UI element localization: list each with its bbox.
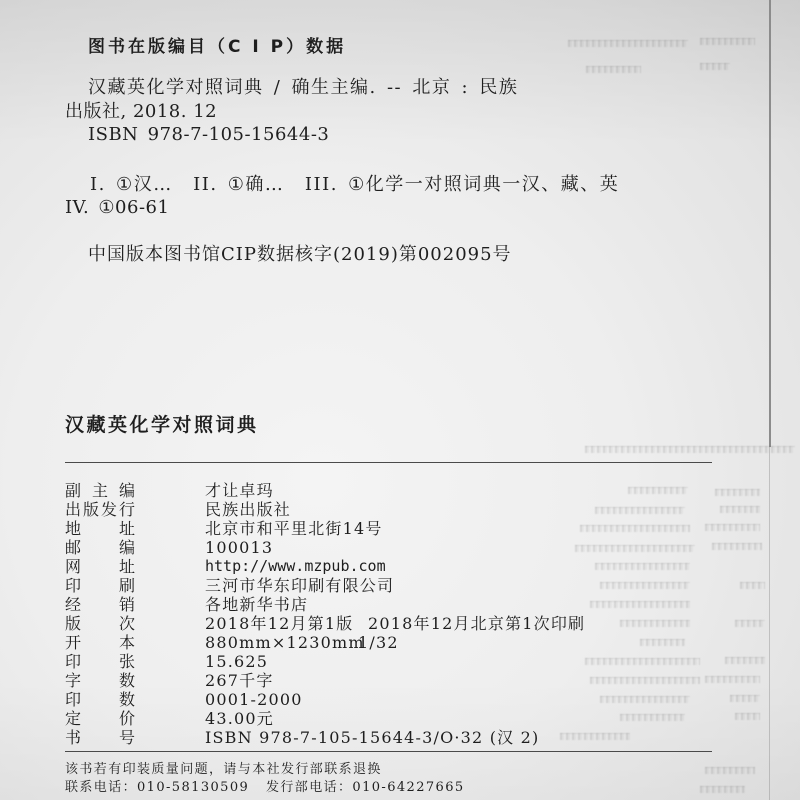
address-value: 北京市和平里北街14号: [205, 519, 383, 538]
distributor-label: 经 销: [65, 595, 135, 614]
cip-record-line-1: 汉藏英化学对照词典 / 确生主编. -- 北京 : 民族: [88, 77, 519, 98]
contact-phone: 联系电话：010-58130509: [65, 780, 250, 795]
detail-row-book-number: [0, 728, 800, 747]
cip-isbn: ISBN 978-7-105-15644-3: [88, 124, 330, 145]
cip-subject-line-1: I. ①汉… II. ①确… III. ①化学一对照词典一汉、藏、英: [90, 174, 620, 195]
word-count-label: 字 数: [65, 671, 135, 690]
format-label: 开 本: [65, 633, 135, 652]
bleed-mark: [700, 38, 755, 45]
printing-value: 2018年12月北京第1次印刷: [368, 614, 586, 633]
printer-value: 三河市华东印刷有限公司: [205, 576, 395, 595]
price-label: 定 价: [65, 709, 135, 728]
edition-label: 版 次: [65, 614, 135, 633]
book-number-label: 书 号: [65, 728, 135, 747]
print-run-value: 0001-2000: [205, 690, 303, 709]
postcode-value: 100013: [205, 538, 274, 557]
detail-row-distributor: [0, 595, 800, 614]
divider-top: [65, 462, 712, 463]
bleed-mark: [705, 767, 755, 774]
website-value: http://www.mzpub.com: [205, 557, 386, 575]
divider-bottom: [65, 751, 712, 752]
detail-row-publisher: [0, 500, 800, 519]
bleed-mark: [700, 786, 745, 793]
word-count-value: 267千字: [205, 671, 274, 690]
print-run-label: 印 数: [65, 690, 135, 709]
bleed-mark: [586, 66, 641, 73]
detail-row-website: [0, 557, 800, 576]
bleed-mark: [568, 40, 688, 47]
printed-sheets-label: 印 张: [65, 652, 135, 671]
detail-row-postcode: [0, 538, 800, 557]
format-value: 880mm×1230mm: [205, 633, 365, 652]
detail-row-address: [0, 519, 800, 538]
detail-row-format: [0, 633, 800, 652]
edition-value: 2018年12月第1版: [205, 614, 354, 633]
detail-row-deputy-editor: [0, 481, 800, 500]
detail-row-edition: [0, 614, 800, 633]
distributor-value: 各地新华书店: [205, 595, 309, 614]
page-fold-line: [769, 0, 771, 447]
detail-row-print-run: [0, 690, 800, 709]
postcode-label: 邮 编: [65, 538, 135, 557]
deputy-editor-label: 副 主 编: [65, 481, 135, 500]
book-number-value: ISBN 978-7-105-15644-3/O·32 (汉 2): [205, 728, 540, 747]
printer-label: 印 刷: [65, 576, 135, 595]
book-title: 汉藏英化学对照词典: [65, 414, 259, 436]
distribution-phone: 发行部电话：010-64227665: [266, 780, 465, 795]
detail-row-printer: [0, 576, 800, 595]
bleed-mark: [700, 63, 730, 70]
publisher-value: 民族出版社: [205, 500, 292, 519]
format-fraction-value: 1/32: [358, 633, 399, 652]
quality-notice: 该书若有印装质量问题，请与本社发行部联系退换: [65, 762, 382, 777]
detail-row-price: [0, 709, 800, 728]
price-value: 43.00元: [205, 709, 275, 728]
website-label: 网 址: [65, 557, 135, 576]
cip-record-line-2: 出版社, 2018. 12: [65, 101, 218, 122]
printed-sheets-value: 15.625: [205, 652, 269, 671]
detail-row-word-count: [0, 671, 800, 690]
cip-number: 中国版本图书馆CIP数据核字(2019)第002095号: [88, 244, 512, 265]
bleed-mark: [585, 446, 795, 453]
publisher-label: 出版发行: [65, 500, 135, 519]
cip-heading: 图书在版编目（C I P）数据: [88, 37, 347, 57]
address-label: 地 址: [65, 519, 135, 538]
cip-subject-line-2: IV. ①06-61: [65, 197, 170, 218]
deputy-editor-value: 才让卓玛: [205, 481, 274, 500]
detail-row-printed-sheets: [0, 652, 800, 671]
